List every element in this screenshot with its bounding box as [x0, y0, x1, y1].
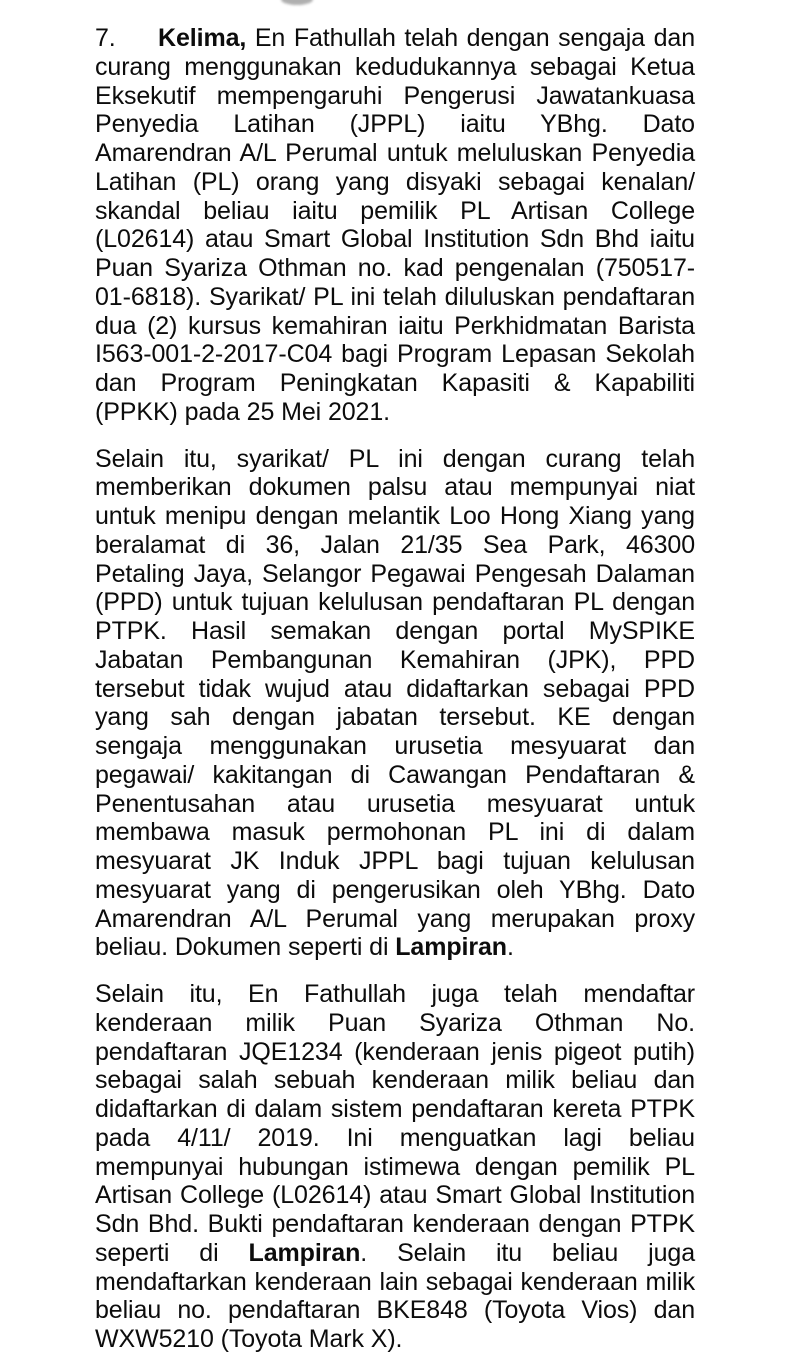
- page-edge-artifact: [281, 0, 313, 5]
- list-item-number: 7.: [95, 24, 116, 52]
- paragraph-selain-itu-1-text: Selain itu, syarikat/ PL ini dengan curang telah memberikan dokumen palsu atau mempunyai niat untuk menipu dengan melantik Loo Hong Xiang yang beralamat di 36, Jalan 21/35 Sea Park, 46300 Petaling Jaya, Selangor Pegawai Pengesah Dalaman (PPD) untuk tujuan kelulusan pendaftaran PL dengan PTPK. Hasil semakan dengan portal MySPIKE Jabatan Pembangunan Kemahiran (JPK), PPD tersebut tidak wujud atau didaftarkan sebagai PPD yang sah dengan jabatan tersebut. KE dengan sengaja menggunakan urusetia mesyuarat dan pegawai/ kakitangan di Cawangan Pendaftaran & Penentusahan atau urusetia mesyuarat untuk membawa masuk permohonan PL ini di dalam mesyuarat JK Induk JPPL bagi tujuan kelulusan mesyuarat yang di pengerusikan oleh YBhg. Dato Amarendran A/L Perumal yang merupakan proxy beliau. Dokumen seperti di: [95, 444, 695, 962]
- emphasis-lampiran-2: Lampiran: [248, 1238, 361, 1267]
- emphasis-lampiran-1: Lampiran: [395, 933, 507, 962]
- paragraph-selain-itu-2-tail: . Selain itu beliau juga mendaftarkan kenderaan lain sebagai kenderaan milik beliau no. pendaftaran BKE848 (Toyota Vios) dan WXW5210 (Toyota Mark X).: [95, 1238, 695, 1353]
- document-body: [95, 24, 695, 1354]
- paragraph-item-7: [95, 24, 695, 427]
- paragraph-selain-itu-1: [95, 445, 695, 963]
- paragraph-selain-itu-1-tail: .: [506, 933, 514, 962]
- paragraph-selain-itu-2-text: Selain itu, En Fathullah juga telah mendaftar kenderaan milik Puan Syariza Othman No. pendaftaran JQE1234 (kenderaan jenis pigeot putih) sebagai salah sebuah kenderaan milik beliau dan didaftarkan di dalam sistem pendaftaran kereta PTPK pada 4/11/ 2019. Ini menguatkan lagi beliau mempunyai hubungan istimewa dengan pemilik PL Artisan College (L02614) atau Smart Global Institution Sdn Bhd. Bukti pendaftaran kenderaan dengan PTPK seperti di: [95, 980, 695, 1267]
- paragraph-selain-itu-2: [95, 980, 695, 1354]
- paragraph-item-7-text: En Fathullah telah dengan sengaja dan curang menggunakan kedudukannya sebagai Ketua Eksekutif mempengaruhi Pengerusi Jawatankuasa Penyedia Latihan (JPPL) iaitu YBhg. Dato Amarendran A/L Perumal untuk meluluskan Penyedia Latihan (PL) orang yang disyaki sebagai kenalan/ skandal beliau iaitu pemilik PL Artisan College (L02614) atau Smart Global Institution Sdn Bhd iaitu Puan Syariza Othman no. kad pengenalan (750517-01-6818). Syarikat/ PL ini telah diluluskan pendaftaran dua (2) kursus kemahiran iaitu Perkhidmatan Barista I563-001-2-2017-C04 bagi Program Lepasan Sekolah dan Program Peningkatan Kapasiti & Kapabiliti (PPKK) pada 25 Mei 2021.: [95, 24, 695, 426]
- emphasis-kelima: Kelima,: [158, 24, 247, 52]
